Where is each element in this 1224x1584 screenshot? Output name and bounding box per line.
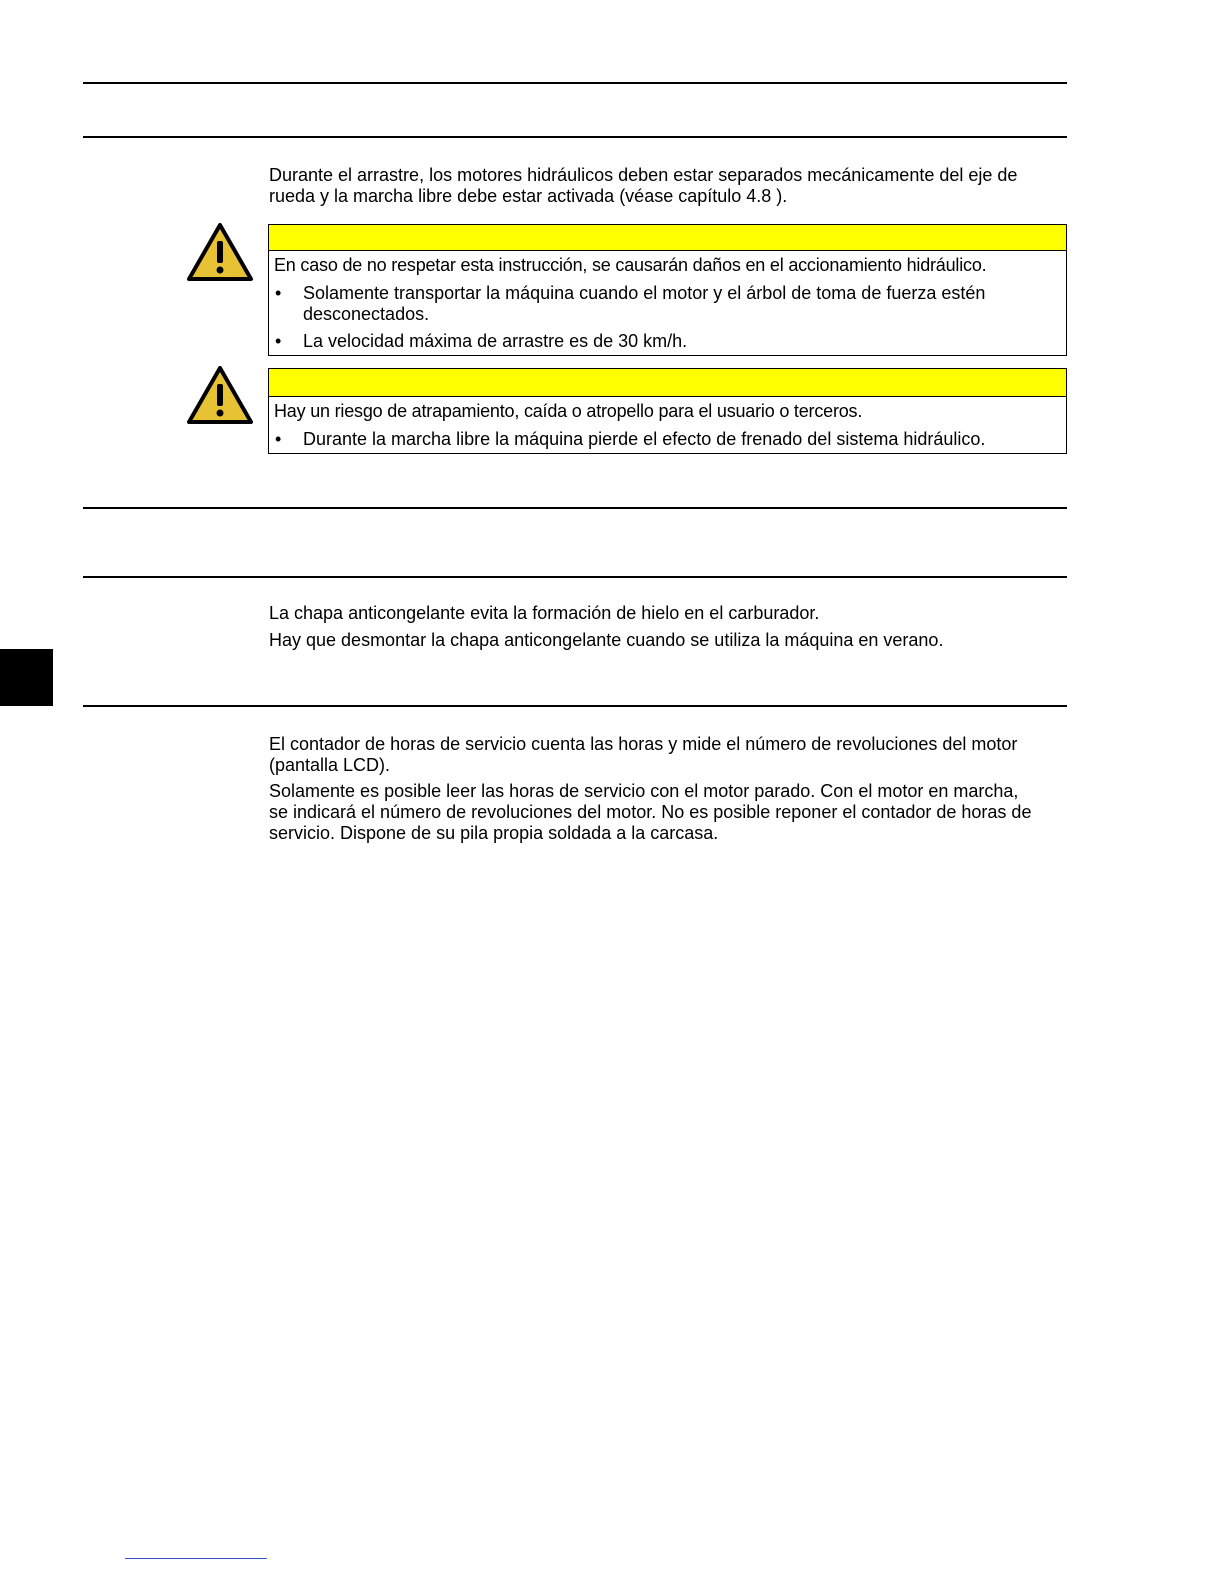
section-divider-transport (83, 136, 1067, 138)
hour-meter-paragraph-2: Solamente es posible leer las horas de servicio con el motor parado. Con el motor en marcha, se indicará el número de revoluciones del motor. No es posible reponer el contador de horas de servicio. Dispone de su pila propia soldada a la carcasa. (269, 781, 1032, 843)
list-item (269, 280, 1066, 328)
bullet: • (275, 331, 282, 351)
hour-meter-paragraph-1: El contador de horas de servicio cuenta las horas y mide el número de revoluciones del motor (pantalla LCD). (269, 734, 1018, 775)
antifreeze-line-2: Hay que desmontar la chapa anticongelante cuando se utiliza la máquina en verano. (269, 630, 944, 650)
warning-item-text: Solamente transportar la máquina cuando el motor y el árbol de toma de fuerza estén desconectados. (303, 283, 986, 324)
warning-item-text: Durante la marcha libre la máquina pierde el efecto de frenado del sistema hidráulico. (303, 429, 986, 449)
section-divider-hour-meter (83, 705, 1067, 707)
warning-triangle-icon (186, 365, 254, 425)
section-divider-top (83, 507, 1067, 509)
warning-intro: En caso de no respetar esta instrucción, se causarán daños en el accionamiento hidráulico. (274, 255, 987, 275)
warning-header (269, 225, 1066, 251)
bullet: • (275, 429, 282, 449)
warning-header (269, 369, 1066, 397)
transport-intro: Durante el arrastre, los motores hidráulicos deben estar separados mecánicamente del eje de rueda y la marcha libre debe estar activada (véase capítulo 4.8 ). (269, 165, 1018, 206)
warning-box-entrapment-risk (268, 368, 1067, 454)
chapter-tab-marker (0, 649, 53, 706)
warning-triangle-icon (186, 222, 254, 282)
footer-link-underline (125, 1558, 267, 1559)
section-divider-antifreeze (83, 576, 1067, 578)
warning-box-hydraulic-damage (268, 224, 1067, 356)
warning-intro: Hay un riesgo de atrapamiento, caída o atropello para el usuario o terceros. (274, 401, 863, 421)
list-item (269, 328, 1066, 355)
warning-list (269, 280, 1066, 355)
bullet: • (275, 283, 282, 303)
warning-item-text: La velocidad máxima de arrastre es de 30 km/h. (303, 331, 688, 351)
top-rule (83, 82, 1067, 84)
warning-list (269, 426, 1066, 453)
antifreeze-line-1: La chapa anticongelante evita la formación de hielo en el carburador. (269, 603, 820, 623)
list-item (269, 426, 1066, 453)
